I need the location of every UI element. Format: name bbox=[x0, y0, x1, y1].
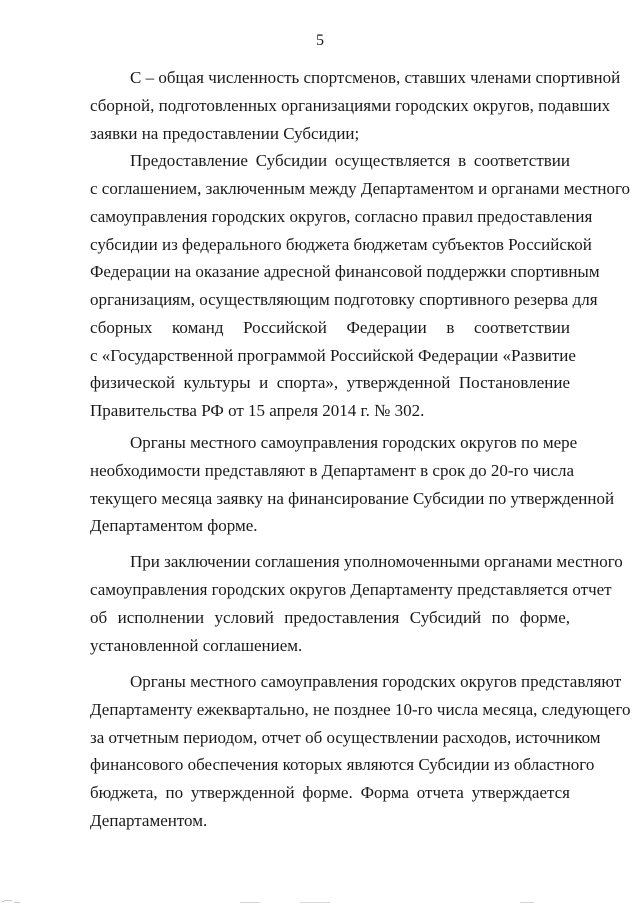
paragraph-line: При заключении соглашения уполномоченными органами местного bbox=[130, 552, 623, 571]
paragraph-line: сборной, подготовленных организациями городских округов, подавших bbox=[90, 96, 611, 115]
page-number: 5 bbox=[316, 32, 324, 49]
paragraph-line: текущего месяца заявку на финансирование Субсидии по утвержденной bbox=[90, 489, 615, 508]
paragraph-line: с «Государственной программой Российской Федерации «Развитие bbox=[90, 346, 576, 365]
paragraph-line: самоуправления городских округов Департаменту представляется отчет bbox=[90, 580, 612, 599]
paragraph-line: организациям, осуществляющим подготовку спортивного резерва для bbox=[90, 290, 598, 309]
paragraph-line: Департаментом форме. bbox=[90, 516, 258, 535]
paragraph-line: Органы местного самоуправления городских округов представляют bbox=[130, 672, 622, 691]
paragraph-line: физической культуры и спорта», утвержденной Постановление bbox=[90, 373, 570, 392]
paragraph-line: С – общая численность спортсменов, ставших членами спортивной bbox=[130, 68, 621, 87]
paragraph-line: Департаменту ежеквартально, не позднее 10-го числа месяца, следующего bbox=[90, 700, 631, 719]
paragraph-line: заявки на предоставлении Субсидии; bbox=[90, 124, 360, 143]
paragraph-line: Департаментом. bbox=[90, 811, 208, 830]
paragraph-line: Органы местного самоуправления городских округов по мере bbox=[130, 433, 578, 452]
paragraph-line: финансового обеспечения которых являются Субсидии из областного bbox=[90, 755, 595, 774]
paragraph-line: Правительства РФ от 15 апреля 2014 г. № 302. bbox=[90, 401, 425, 420]
paragraph-line: за отчетным периодом, отчет об осуществлении расходов, источником bbox=[90, 728, 601, 747]
paragraph-line: бюджета, по утвержденной форме. Форма отчета утверждается bbox=[90, 783, 570, 802]
paragraph-line: с соглашением, заключенным между Департаментом и органами местного bbox=[90, 179, 631, 198]
paragraph-line: об исполнении условий предоставления Субсидий по форме, bbox=[90, 608, 570, 627]
paragraph-line: установленной соглашением. bbox=[90, 636, 303, 655]
paragraph-line: Предоставление Субсидии осуществляется в соответствии bbox=[130, 151, 570, 170]
scan-specks bbox=[0, 893, 640, 905]
paragraph-line: самоуправления городских округов, согласно правил предоставления bbox=[90, 207, 593, 226]
paragraph-line: необходимости представляют в Департамент в срок до 20-го числа bbox=[90, 461, 575, 480]
paragraph-line: Федерации на оказание адресной финансовой поддержки спортивным bbox=[90, 262, 600, 281]
paragraph-line: субсидии из федерального бюджета бюджетам субъектов Российской bbox=[90, 235, 592, 254]
paragraph-line: сборных команд Российской Федерации в соответствии bbox=[90, 318, 570, 337]
